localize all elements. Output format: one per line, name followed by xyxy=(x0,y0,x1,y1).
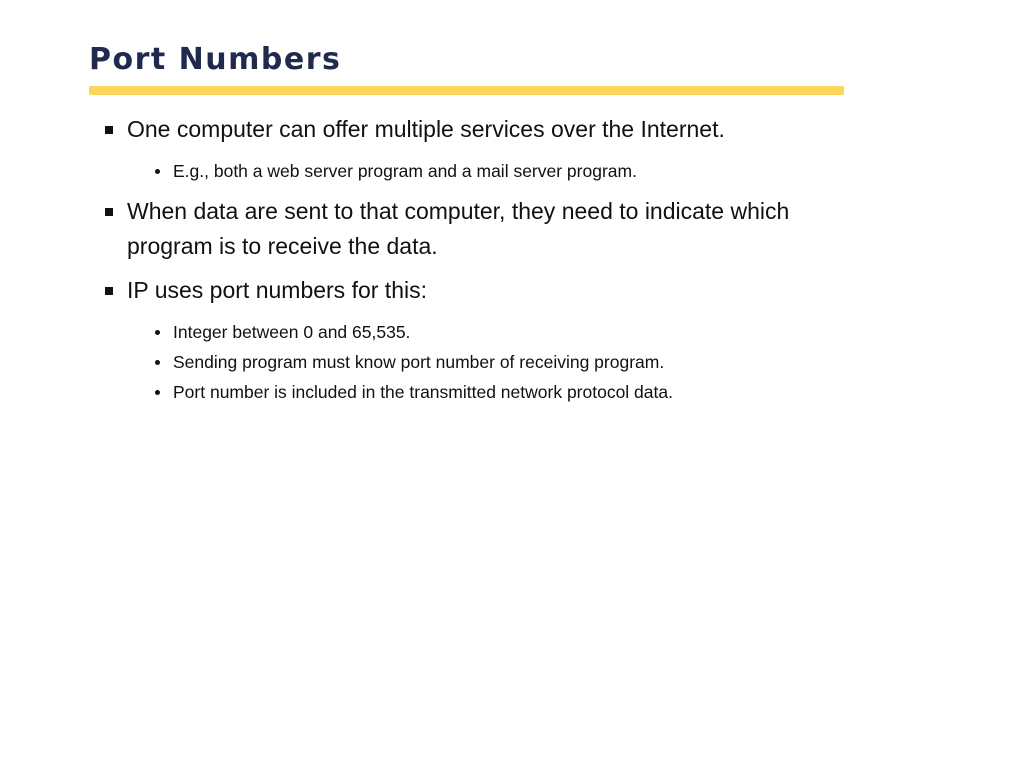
bullet-text-line: When data are sent to that computer, they need to indicate which xyxy=(127,198,790,224)
round-bullet-icon xyxy=(155,169,160,174)
square-bullet-icon xyxy=(105,208,113,216)
bullet-text: IP uses port numbers for this: xyxy=(127,277,427,303)
bullet-text-line: program is to receive the data. xyxy=(127,233,438,259)
sub-bullet-item xyxy=(173,350,893,374)
sub-bullet-item xyxy=(173,320,893,344)
square-bullet-icon xyxy=(105,287,113,295)
bullet-item xyxy=(127,194,887,264)
sub-bullet-item xyxy=(173,380,893,404)
sub-bullet-text: E.g., both a web server program and a mail server program. xyxy=(173,161,637,181)
square-bullet-icon xyxy=(105,126,113,134)
round-bullet-icon xyxy=(155,390,160,395)
slide-title: Port Numbers xyxy=(89,42,342,77)
bullet-item xyxy=(127,273,887,308)
sub-bullet-item xyxy=(173,159,893,183)
sub-bullet-text: Port number is included in the transmitted network protocol data. xyxy=(173,382,673,402)
round-bullet-icon xyxy=(155,360,160,365)
sub-bullet-text: Sending program must know port number of receiving program. xyxy=(173,352,665,372)
bullet-text: One computer can offer multiple services over the Internet. xyxy=(127,116,725,142)
round-bullet-icon xyxy=(155,330,160,335)
bullet-item xyxy=(127,112,887,147)
sub-bullet-text: Integer between 0 and 65,535. xyxy=(173,322,411,342)
